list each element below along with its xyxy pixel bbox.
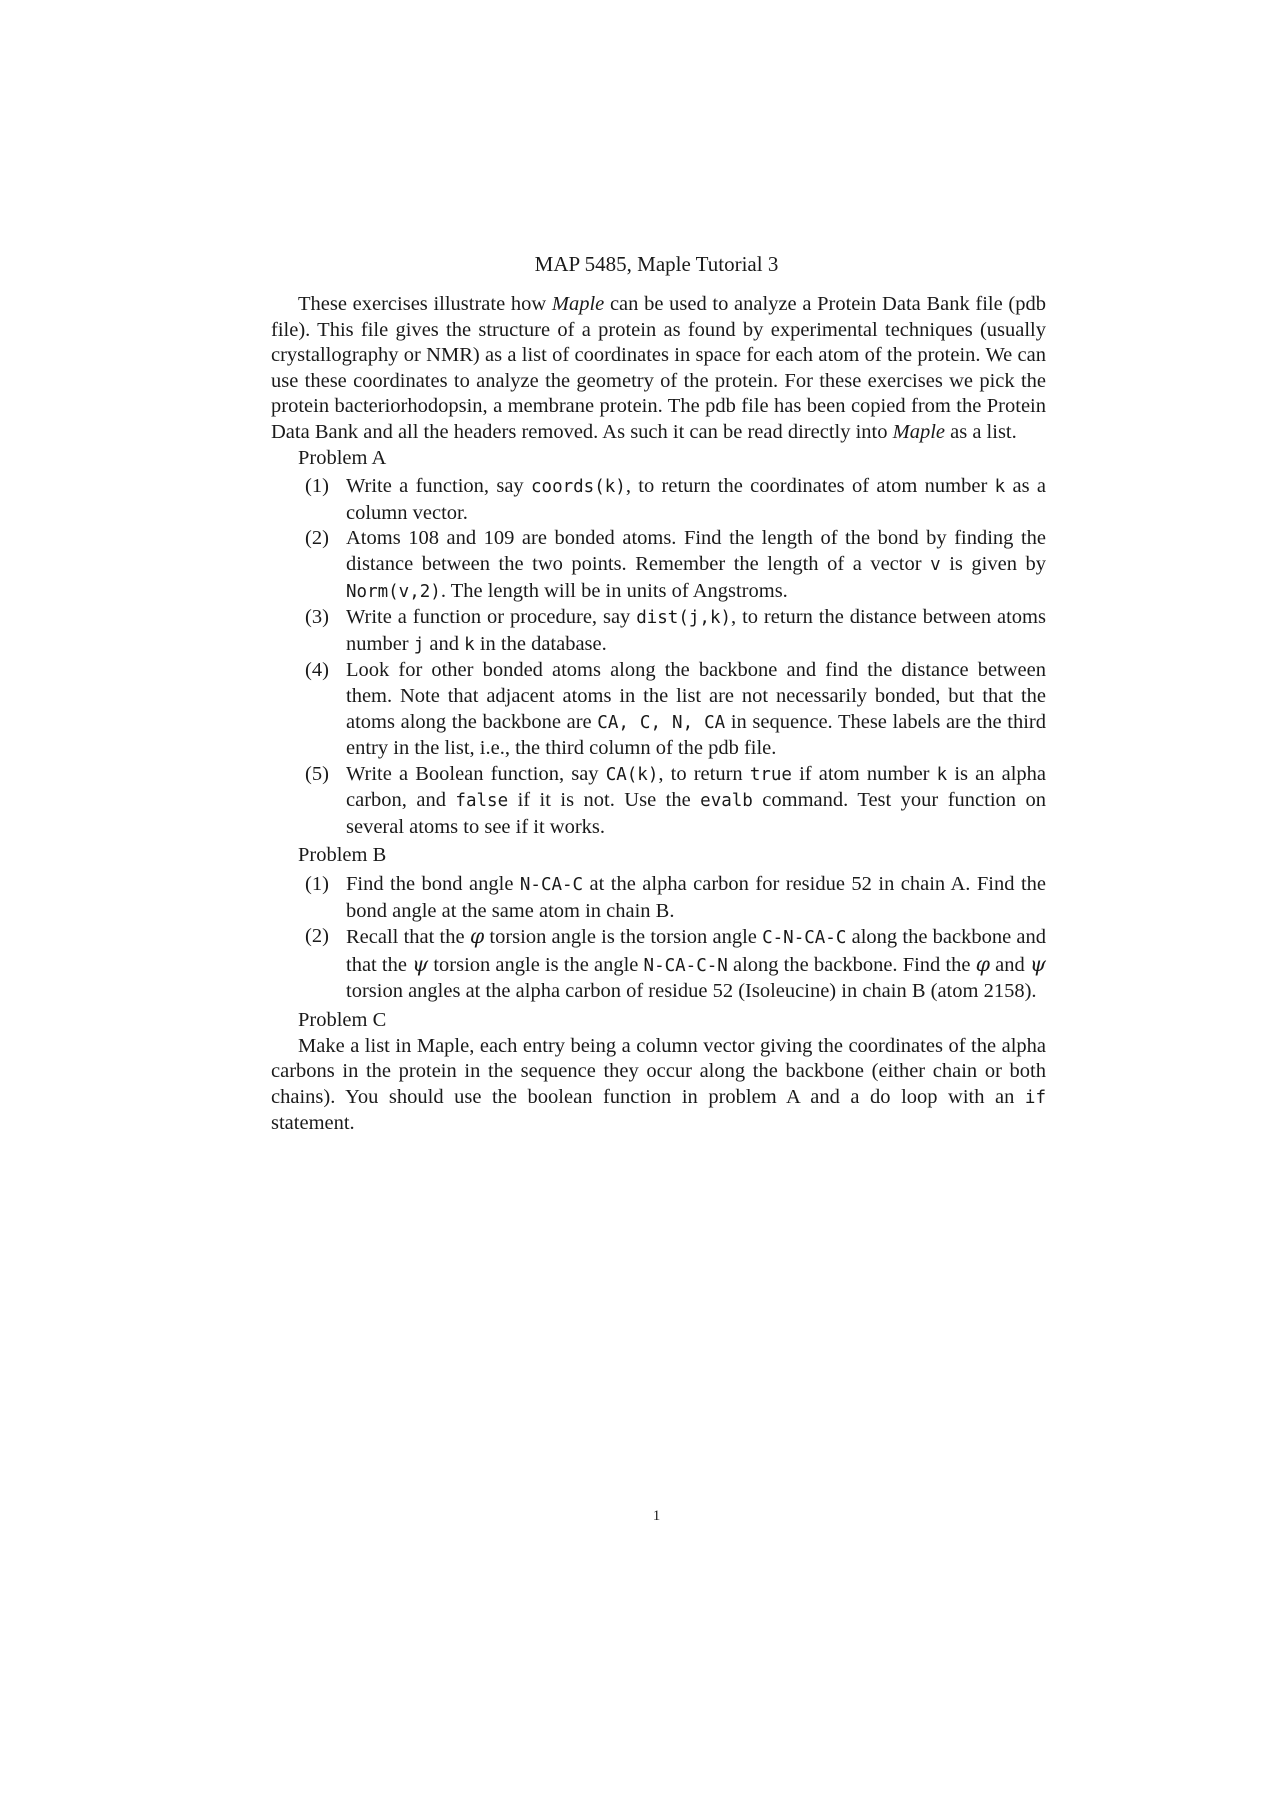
item-text: Recall that the bbox=[346, 926, 470, 949]
psi-symbol: ψ bbox=[1029, 951, 1046, 976]
item-text: Atoms 108 and 109 are bonded atoms. Find the length of the bond by finding the distance between the two points. Remember the length of a vector bbox=[346, 527, 1046, 575]
problem-a-item-5 bbox=[271, 762, 1046, 841]
item-text: as a column vector. bbox=[346, 475, 1046, 524]
code-k: k bbox=[936, 764, 948, 785]
intro-maple-2: Maple bbox=[892, 420, 945, 443]
problem-a-item-1 bbox=[271, 474, 1046, 526]
problem-a-item-2 bbox=[271, 526, 1046, 605]
problem-b-item-2 bbox=[271, 924, 1046, 1005]
item-text: along the backbone. Find the bbox=[727, 953, 976, 976]
item-number: (4) bbox=[305, 659, 329, 682]
item-text: in the database. bbox=[474, 632, 607, 655]
document-body bbox=[271, 292, 1046, 1137]
item-text: command. Test your function on several atoms to see if it works. bbox=[346, 789, 1046, 838]
item-number: (1) bbox=[305, 873, 329, 896]
item-text: and bbox=[424, 632, 465, 655]
item-text: torsion angles at the alpha carbon of residue 52 (Isoleucine) in chain B (atom 2158). bbox=[346, 980, 1037, 1003]
item-text: if it is not. Use the bbox=[508, 789, 701, 812]
item-text: , to return the coordinates of atom number bbox=[625, 475, 995, 498]
item-number: (1) bbox=[305, 475, 329, 498]
code-v: v bbox=[930, 554, 941, 575]
item-text: in sequence. These labels are the third entry in the list, i.e., the third column of the pdb file. bbox=[346, 710, 1047, 760]
code-k: k bbox=[464, 634, 475, 655]
item-number: (2) bbox=[305, 925, 329, 948]
problem-c-paragraph bbox=[271, 1034, 1046, 1137]
problem-b-heading: Problem B bbox=[298, 844, 387, 867]
code-evalb: evalb bbox=[700, 791, 753, 812]
item-text: Find the bond angle bbox=[346, 873, 520, 896]
problem-a-heading: Problem A bbox=[298, 446, 387, 469]
item-text: Write a Boolean function, say bbox=[346, 762, 606, 785]
code-ca: CA(k) bbox=[605, 764, 659, 785]
document-title: MAP 5485, Maple Tutorial 3 bbox=[534, 252, 779, 276]
code-dist: dist(j,k) bbox=[636, 608, 732, 629]
code-n-ca-c: N-CA-C bbox=[519, 875, 584, 896]
item-text: Write a function or procedure, say bbox=[346, 606, 637, 629]
item-text: at the alpha carbon for residue 52 in chain A. Find the bond angle at the same atom in chain B. bbox=[346, 873, 1046, 922]
code-false: false bbox=[455, 791, 509, 812]
code-j: j bbox=[413, 634, 425, 655]
problem-a-item-4 bbox=[271, 658, 1046, 761]
item-number: (5) bbox=[305, 762, 329, 785]
intro-text-3: as a list. bbox=[945, 420, 1017, 443]
code-k: k bbox=[994, 477, 1006, 498]
code-c-n-ca-c: C-N-CA-C bbox=[762, 928, 847, 949]
item-text: , to return the distance between atoms number bbox=[346, 606, 1046, 655]
item-text: is an alpha carbon, and bbox=[346, 762, 1047, 812]
code-coords: coords(k) bbox=[531, 477, 626, 498]
item-text: and bbox=[990, 953, 1030, 976]
item-text: torsion angle is the torsion angle bbox=[484, 926, 763, 949]
code-n-ca-c-n: N-CA-C-N bbox=[643, 955, 728, 976]
item-text: torsion angle is the angle bbox=[428, 953, 644, 976]
code-if: if bbox=[1024, 1087, 1046, 1108]
problem-a-item-3 bbox=[271, 605, 1046, 658]
intro-maple-1: Maple bbox=[551, 293, 605, 315]
phi-symbol: φ bbox=[469, 924, 485, 949]
item-text: is given by bbox=[940, 552, 1047, 575]
problem-b-list bbox=[271, 872, 1046, 1005]
problem-b-item-1 bbox=[271, 872, 1046, 924]
item-number: (2) bbox=[305, 527, 329, 550]
item-text: along the backbone and that the bbox=[346, 926, 1046, 976]
item-text: if atom number bbox=[791, 762, 937, 785]
problem-c-heading: Problem C bbox=[298, 1009, 387, 1032]
item-text: Write a function, say bbox=[346, 475, 531, 498]
intro-text-2: can be used to analyze a Protein Data Bank file (pdb file). This file gives the structure of a protein as found by experimental techniques (usually crystallography or NMR) as a list of coordinates in space for each atom of the protein. We can use these coordinates to analyze the geometry of the protein. For these exercises we pick the protein bacteriorhodopsin, a membrane protein. The pdb file has been copied from the Protein Data Bank and all the headers removed. As such it can be read directly into bbox=[271, 293, 1046, 443]
problem-c-text-1: Make a list in Maple, each entry being a column vector giving the coordinates of the alpha carbons in the protein in the sequence they occur along the backbone (either chain or both chains). You should use the boolean function in problem A and a do loop with an bbox=[271, 1034, 1046, 1108]
code-backbone-labels: CA, C, N, CA bbox=[597, 712, 726, 733]
item-text: . The length will be in units of Angstroms. bbox=[440, 579, 788, 602]
page-number: 1 bbox=[652, 1508, 661, 1524]
code-norm: Norm(v,2) bbox=[346, 581, 441, 602]
code-true: true bbox=[749, 764, 792, 785]
item-number: (3) bbox=[305, 606, 329, 629]
intro-text-1: These exercises illustrate how bbox=[298, 293, 552, 315]
problem-c-text-2: statement. bbox=[271, 1112, 355, 1135]
phi-symbol: φ bbox=[975, 951, 990, 976]
problem-a-list bbox=[271, 474, 1046, 840]
psi-symbol: ψ bbox=[412, 951, 429, 976]
item-text: Look for other bonded atoms along the backbone and find the distance between them. Note that adjacent atoms in the list are not necessarily bonded, but that the atoms along the backbone are bbox=[346, 659, 1046, 733]
item-text: , to return bbox=[658, 762, 750, 785]
intro-paragraph bbox=[271, 292, 1046, 446]
